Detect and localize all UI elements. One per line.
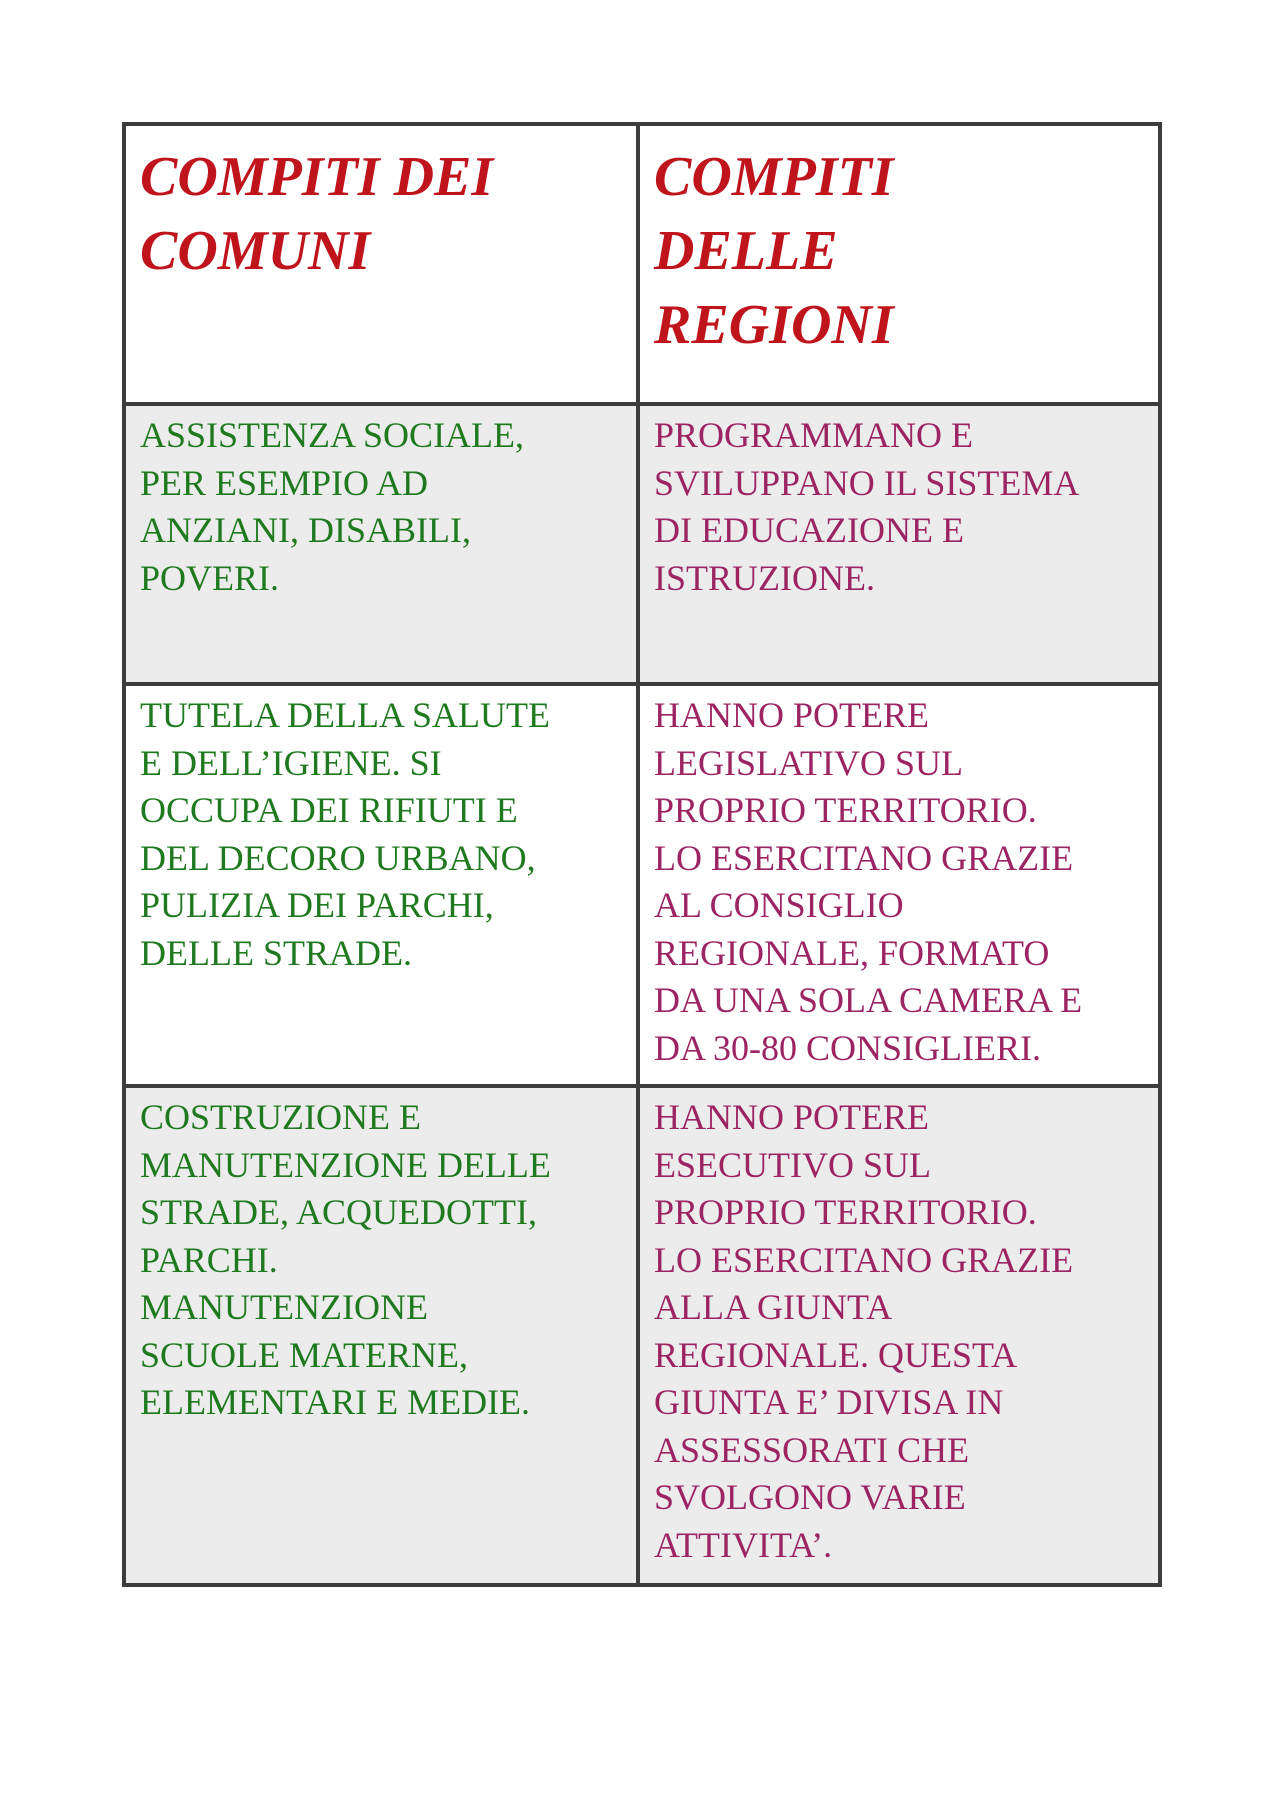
cell-line: ATTIVITA’.	[654, 1524, 833, 1565]
cell-line: AL CONSIGLIO	[654, 885, 904, 925]
cell-line: OCCUPA DEI RIFIUTI E	[140, 790, 518, 830]
cell-line: ASSESSORATI CHE	[654, 1429, 970, 1470]
regioni-cell-3	[640, 1088, 1158, 1583]
cell-line: DA 30-80 CONSIGLIERI.	[654, 1027, 1041, 1068]
cell-line: ISTRUZIONE.	[654, 557, 875, 598]
header-line: COMPITI	[654, 146, 894, 208]
cell-line: DEL DECORO URBANO,	[140, 837, 536, 878]
cell-line: MANUTENZIONE DELLE	[140, 1144, 551, 1185]
comuni-cell-1	[126, 406, 640, 686]
comuni-cell-2	[126, 686, 640, 1088]
cell-line: SVOLGONO VARIE	[654, 1477, 966, 1517]
cell-line: PARCHI.	[140, 1239, 278, 1280]
cell-line: ESECUTIVO SUL	[654, 1144, 931, 1185]
header-line: DELLE	[654, 220, 838, 282]
header-comuni	[126, 126, 640, 406]
header-line: COMPITI DEI	[140, 146, 494, 208]
cell-line: ASSISTENZA SOCIALE,	[140, 415, 525, 455]
cell-line: DI EDUCAZIONE E	[654, 510, 964, 550]
header-line: COMUNI	[140, 220, 371, 282]
regioni-cell-2	[640, 686, 1158, 1088]
cell-line: STRADE, ACQUEDOTTI,	[140, 1192, 537, 1232]
cell-line: LEGISLATIVO SUL	[654, 742, 963, 783]
cell-line: ELEMENTARI E MEDIE.	[140, 1382, 531, 1422]
header-regioni	[640, 126, 1158, 406]
regioni-cell-1	[640, 406, 1158, 686]
cell-line: HANNO POTERE	[654, 1097, 929, 1137]
cell-line: PROPRIO TERRITORIO.	[654, 790, 1037, 830]
cell-line: ANZIANI, DISABILI,	[140, 510, 471, 550]
cell-line: PULIZIA DEI PARCHI,	[140, 885, 494, 925]
cell-line: SVILUPPANO IL SISTEMA	[654, 462, 1080, 503]
cell-line: LO ESERCITANO GRAZIE	[654, 1239, 1074, 1280]
cell-line: MANUTENZIONE	[140, 1287, 428, 1327]
comparison-table	[122, 122, 1162, 1587]
cell-line: PROGRAMMANO E	[654, 415, 974, 455]
cell-line: GIUNTA E’ DIVISA IN	[654, 1382, 1004, 1422]
cell-line: E DELL’IGIENE. SI	[140, 742, 442, 783]
cell-line: HANNO POTERE	[654, 695, 929, 735]
cell-line: DELLE STRADE.	[140, 932, 412, 973]
cell-line: DA UNA SOLA CAMERA E	[654, 980, 1083, 1020]
cell-line: REGIONALE, FORMATO	[654, 932, 1050, 973]
header-line: REGIONI	[654, 294, 894, 356]
cell-line: ALLA GIUNTA	[654, 1287, 893, 1327]
cell-line: POVERI.	[140, 557, 280, 598]
cell-line: LO ESERCITANO GRAZIE	[654, 837, 1074, 878]
cell-line: SCUOLE MATERNE,	[140, 1334, 469, 1375]
cell-line: PROPRIO TERRITORIO.	[654, 1192, 1037, 1232]
cell-line: REGIONALE. QUESTA	[654, 1334, 1018, 1375]
cell-line: TUTELA DELLA SALUTE	[140, 695, 550, 735]
cell-line: COSTRUZIONE E	[140, 1097, 421, 1137]
cell-line: PER ESEMPIO AD	[140, 462, 429, 503]
comuni-cell-3	[126, 1088, 640, 1583]
